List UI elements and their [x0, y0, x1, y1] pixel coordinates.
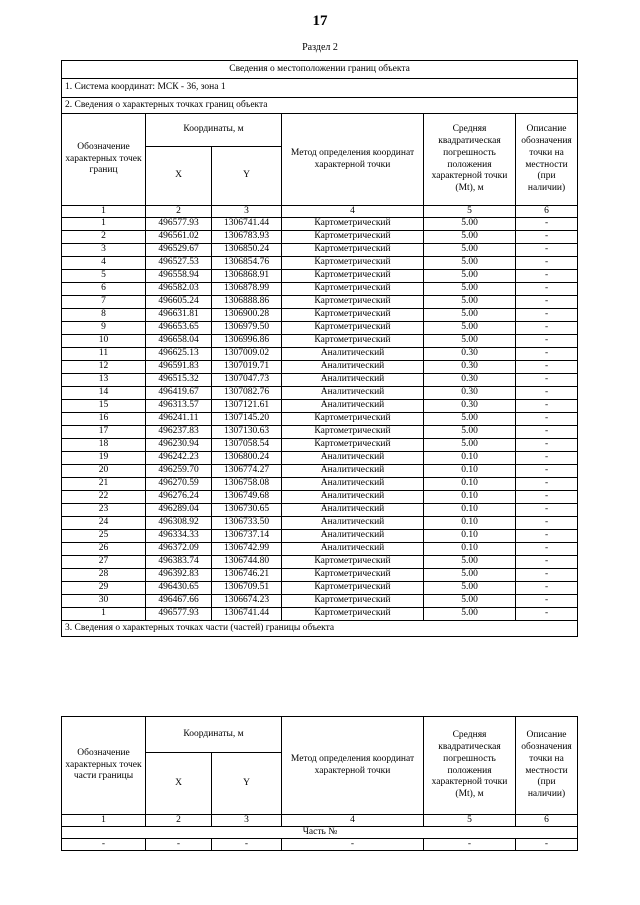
accuracy-cell: 0.10	[424, 465, 516, 478]
method-cell: Картометрический	[282, 426, 424, 439]
accuracy-cell: 0.10	[424, 504, 516, 517]
method-cell: Аналитический	[282, 543, 424, 556]
method-cell: Аналитический	[282, 387, 424, 400]
accuracy-cell: 0.10	[424, 491, 516, 504]
accuracy-cell: 5.00	[424, 283, 516, 296]
header-x: X	[146, 147, 212, 206]
accuracy-cell: 0.10	[424, 543, 516, 556]
table-title: Сведения о местоположении границ объекта	[62, 61, 578, 79]
accuracy-cell: 5.00	[424, 608, 516, 621]
y-coord-cell: 1306774.27	[212, 465, 282, 478]
header-coords: Координаты, м	[146, 114, 282, 147]
accuracy-cell: 5.00	[424, 270, 516, 283]
x-coord-cell: 496289.04	[146, 504, 212, 517]
header-description: Описание обозначения точки на местности (при наличии)	[516, 114, 578, 206]
part-label: Часть №	[62, 827, 578, 839]
x-coord-cell: 496372.09	[146, 543, 212, 556]
y-coord-cell: 1307082.76	[212, 387, 282, 400]
description-cell: -	[516, 218, 578, 231]
method-cell: Аналитический	[282, 348, 424, 361]
description-cell: -	[516, 478, 578, 491]
point-id-cell: 9	[62, 322, 146, 335]
table-row	[62, 218, 578, 231]
description-cell: -	[516, 608, 578, 621]
method-cell: Аналитический	[282, 452, 424, 465]
point-id-cell: 11	[62, 348, 146, 361]
table-row	[62, 543, 578, 556]
accuracy-cell: 0.30	[424, 400, 516, 413]
y-coord-cell: 1307009.02	[212, 348, 282, 361]
point-id-cell: 8	[62, 309, 146, 322]
table-row	[62, 283, 578, 296]
point-id-cell: 17	[62, 426, 146, 439]
description-cell: -	[516, 400, 578, 413]
table-row	[62, 231, 578, 244]
header-accuracy: Средняя квадратическая погрешность положения характерной точки (Mt), м	[424, 114, 516, 206]
description-cell: -	[516, 530, 578, 543]
x-coord-cell: 496383.74	[146, 556, 212, 569]
header-point: Обозначение характерных точек границ	[62, 114, 146, 206]
y-coord-cell: 1306900.28	[212, 309, 282, 322]
section-label: Раздел 2	[302, 42, 338, 53]
table-row	[62, 608, 578, 621]
table-row	[62, 257, 578, 270]
table-row	[62, 465, 578, 478]
table-row	[62, 504, 578, 517]
point-id-cell: 25	[62, 530, 146, 543]
description-cell: -	[516, 413, 578, 426]
table-row	[62, 426, 578, 439]
x-coord-cell: 496527.53	[146, 257, 212, 270]
y-coord-cell: 1307058.54	[212, 439, 282, 452]
accuracy-cell: 5.00	[424, 582, 516, 595]
point-id-cell: 27	[62, 556, 146, 569]
table-row	[62, 517, 578, 530]
x-coord-cell: 496561.02	[146, 231, 212, 244]
x-coord-cell: 496658.04	[146, 335, 212, 348]
x-coord-cell: 496392.83	[146, 569, 212, 582]
accuracy-cell: 5.00	[424, 257, 516, 270]
point-id-cell: 1	[62, 608, 146, 621]
x-coord-cell: 496419.67	[146, 387, 212, 400]
y-coord-cell: 1306979.50	[212, 322, 282, 335]
description-cell: -	[516, 348, 578, 361]
description-cell: -	[516, 465, 578, 478]
method-cell: Картометрический	[282, 309, 424, 322]
x-coord-cell: 496577.93	[146, 608, 212, 621]
accuracy-cell: 0.10	[424, 530, 516, 543]
x-coord-cell: 496237.83	[146, 426, 212, 439]
table-row	[62, 556, 578, 569]
accuracy-cell: 0.30	[424, 374, 516, 387]
part-points-table	[61, 716, 578, 851]
accuracy-cell: 5.00	[424, 244, 516, 257]
section-2-title: 2. Сведения о характерных точках границ объекта	[62, 98, 578, 114]
col-number: 5	[424, 206, 516, 218]
point-id-cell: 4	[62, 257, 146, 270]
method-cell: Картометрический	[282, 231, 424, 244]
point-id-cell: 22	[62, 491, 146, 504]
coordinate-system-line: 1. Система координат: МСК - 36, зона 1	[62, 79, 578, 98]
x-coord-cell: 496259.70	[146, 465, 212, 478]
x-coord-cell: 496242.23	[146, 452, 212, 465]
description-cell: -	[516, 556, 578, 569]
y-coord-cell: 1306878.99	[212, 283, 282, 296]
point-id-cell: 3	[62, 244, 146, 257]
point-id-cell: 14	[62, 387, 146, 400]
col-number: 1	[62, 815, 146, 827]
column-numbers-row-3	[62, 815, 578, 827]
table-row	[62, 569, 578, 582]
point-id-cell: 10	[62, 335, 146, 348]
table-row	[62, 387, 578, 400]
col-number: 2	[146, 206, 212, 218]
y-coord-cell: 1306996.86	[212, 335, 282, 348]
table-row	[62, 413, 578, 426]
method-cell: Аналитический	[282, 478, 424, 491]
table-row	[62, 270, 578, 283]
x-coord-cell: 496577.93	[146, 218, 212, 231]
header3-accuracy: Средняя квадратическая погрешность положения характерной точки (Mt), м	[424, 717, 516, 815]
description-cell: -	[516, 361, 578, 374]
col-number: 6	[516, 815, 578, 827]
method-cell: Картометрический	[282, 595, 424, 608]
y-coord-cell: 1307121.61	[212, 400, 282, 413]
table-row	[62, 530, 578, 543]
description-cell: -	[516, 322, 578, 335]
description-cell: -	[516, 270, 578, 283]
y-coord-cell: 1306733.50	[212, 517, 282, 530]
point-id-cell: 5	[62, 270, 146, 283]
x-coord-cell: 496467.66	[146, 595, 212, 608]
point-id-cell: 12	[62, 361, 146, 374]
y-coord-cell: 1307019.71	[212, 361, 282, 374]
header3-point: Обозначение характерных точек части границы	[62, 717, 146, 815]
point-id-cell: 28	[62, 569, 146, 582]
y-coord-cell: 1306888.86	[212, 296, 282, 309]
part-cell: -	[212, 839, 282, 851]
description-cell: -	[516, 387, 578, 400]
x-coord-cell: 496270.59	[146, 478, 212, 491]
table-row	[62, 582, 578, 595]
description-cell: -	[516, 296, 578, 309]
y-coord-cell: 1306758.08	[212, 478, 282, 491]
point-id-cell: 13	[62, 374, 146, 387]
column-numbers-row	[62, 206, 578, 218]
x-coord-cell: 496515.32	[146, 374, 212, 387]
description-cell: -	[516, 543, 578, 556]
y-coord-cell: 1306850.24	[212, 244, 282, 257]
accuracy-cell: 0.30	[424, 348, 516, 361]
y-coord-cell: 1306737.14	[212, 530, 282, 543]
method-cell: Аналитический	[282, 400, 424, 413]
method-cell: Аналитический	[282, 504, 424, 517]
x-coord-cell: 496591.83	[146, 361, 212, 374]
description-cell: -	[516, 309, 578, 322]
table-row	[62, 491, 578, 504]
accuracy-cell: 0.30	[424, 387, 516, 400]
x-coord-cell: 496276.24	[146, 491, 212, 504]
accuracy-cell: 5.00	[424, 426, 516, 439]
description-cell: -	[516, 231, 578, 244]
method-cell: Картометрический	[282, 322, 424, 335]
method-cell: Картометрический	[282, 244, 424, 257]
part-cell: -	[282, 839, 424, 851]
method-cell: Аналитический	[282, 530, 424, 543]
accuracy-cell: 0.10	[424, 517, 516, 530]
table-row	[62, 361, 578, 374]
accuracy-cell: 5.00	[424, 309, 516, 322]
description-cell: -	[516, 595, 578, 608]
y-coord-cell: 1306800.24	[212, 452, 282, 465]
description-cell: -	[516, 335, 578, 348]
header3-y: Y	[212, 753, 282, 815]
method-cell: Картометрический	[282, 270, 424, 283]
col-number: 3	[212, 815, 282, 827]
y-coord-cell: 1306741.44	[212, 608, 282, 621]
method-cell: Картометрический	[282, 257, 424, 270]
x-coord-cell: 496558.94	[146, 270, 212, 283]
description-cell: -	[516, 426, 578, 439]
point-id-cell: 19	[62, 452, 146, 465]
accuracy-cell: 5.00	[424, 569, 516, 582]
y-coord-cell: 1306741.44	[212, 218, 282, 231]
col-number: 5	[424, 815, 516, 827]
method-cell: Картометрический	[282, 283, 424, 296]
method-cell: Аналитический	[282, 517, 424, 530]
table-row	[62, 478, 578, 491]
method-cell: Аналитический	[282, 465, 424, 478]
accuracy-cell: 5.00	[424, 231, 516, 244]
x-coord-cell: 496605.24	[146, 296, 212, 309]
header3-coords: Координаты, м	[146, 717, 282, 753]
point-id-cell: 1	[62, 218, 146, 231]
accuracy-cell: 5.00	[424, 439, 516, 452]
part-row	[62, 839, 578, 851]
x-coord-cell: 496582.03	[146, 283, 212, 296]
description-cell: -	[516, 517, 578, 530]
x-coord-cell: 496625.13	[146, 348, 212, 361]
header-y: Y	[212, 147, 282, 206]
x-coord-cell: 496334.33	[146, 530, 212, 543]
method-cell: Аналитический	[282, 491, 424, 504]
method-cell: Картометрический	[282, 413, 424, 426]
boundary-points-table	[61, 60, 578, 637]
point-id-cell: 15	[62, 400, 146, 413]
point-id-cell: 6	[62, 283, 146, 296]
accuracy-cell: 5.00	[424, 322, 516, 335]
description-cell: -	[516, 582, 578, 595]
x-coord-cell: 496653.65	[146, 322, 212, 335]
description-cell: -	[516, 283, 578, 296]
part-cell: -	[424, 839, 516, 851]
accuracy-cell: 5.00	[424, 556, 516, 569]
method-cell: Аналитический	[282, 374, 424, 387]
method-cell: Картометрический	[282, 582, 424, 595]
table-row	[62, 348, 578, 361]
point-rows	[62, 218, 578, 621]
method-cell: Картометрический	[282, 569, 424, 582]
table-row	[62, 400, 578, 413]
y-coord-cell: 1306783.93	[212, 231, 282, 244]
table-row	[62, 322, 578, 335]
table-row	[62, 244, 578, 257]
y-coord-cell: 1306746.21	[212, 569, 282, 582]
accuracy-cell: 0.10	[424, 452, 516, 465]
x-coord-cell: 496308.92	[146, 517, 212, 530]
table-row	[62, 296, 578, 309]
x-coord-cell: 496529.67	[146, 244, 212, 257]
y-coord-cell: 1307047.73	[212, 374, 282, 387]
accuracy-cell: 5.00	[424, 296, 516, 309]
description-cell: -	[516, 257, 578, 270]
x-coord-cell: 496631.81	[146, 309, 212, 322]
y-coord-cell: 1307145.20	[212, 413, 282, 426]
header-method: Метод определения координат характерной точки	[282, 114, 424, 206]
point-id-cell: 24	[62, 517, 146, 530]
description-cell: -	[516, 452, 578, 465]
table-row	[62, 595, 578, 608]
description-cell: -	[516, 504, 578, 517]
point-id-cell: 29	[62, 582, 146, 595]
table-row	[62, 309, 578, 322]
table-row	[62, 335, 578, 348]
col-number: 4	[282, 206, 424, 218]
method-cell: Картометрический	[282, 608, 424, 621]
col-number: 3	[212, 206, 282, 218]
y-coord-cell: 1306742.99	[212, 543, 282, 556]
method-cell: Картометрический	[282, 218, 424, 231]
description-cell: -	[516, 439, 578, 452]
y-coord-cell: 1306749.68	[212, 491, 282, 504]
y-coord-cell: 1306674.23	[212, 595, 282, 608]
x-coord-cell: 496230.94	[146, 439, 212, 452]
part-cell: -	[62, 839, 146, 851]
table-row	[62, 374, 578, 387]
method-cell: Аналитический	[282, 361, 424, 374]
x-coord-cell: 496430.65	[146, 582, 212, 595]
point-id-cell: 18	[62, 439, 146, 452]
section-3-title: 3. Сведения о характерных точках части (частей) границы объекта	[62, 621, 578, 637]
accuracy-cell: 5.00	[424, 595, 516, 608]
point-id-cell: 20	[62, 465, 146, 478]
point-id-cell: 21	[62, 478, 146, 491]
description-cell: -	[516, 491, 578, 504]
col-number: 2	[146, 815, 212, 827]
y-coord-cell: 1306730.65	[212, 504, 282, 517]
point-id-cell: 2	[62, 231, 146, 244]
page-number: 17	[312, 13, 328, 29]
point-id-cell: 7	[62, 296, 146, 309]
accuracy-cell: 5.00	[424, 218, 516, 231]
x-coord-cell: 496313.57	[146, 400, 212, 413]
x-coord-cell: 496241.11	[146, 413, 212, 426]
y-coord-cell: 1306854.76	[212, 257, 282, 270]
description-cell: -	[516, 244, 578, 257]
y-coord-cell: 1306709.51	[212, 582, 282, 595]
point-id-cell: 23	[62, 504, 146, 517]
header3-description: Описание обозначения точки на местности (при наличии)	[516, 717, 578, 815]
description-cell: -	[516, 569, 578, 582]
description-cell: -	[516, 374, 578, 387]
col-number: 1	[62, 206, 146, 218]
header3-method: Метод определения координат характерной точки	[282, 717, 424, 815]
y-coord-cell: 1306744.80	[212, 556, 282, 569]
method-cell: Картометрический	[282, 296, 424, 309]
point-id-cell: 26	[62, 543, 146, 556]
method-cell: Картометрический	[282, 439, 424, 452]
method-cell: Картометрический	[282, 556, 424, 569]
accuracy-cell: 0.10	[424, 478, 516, 491]
accuracy-cell: 5.00	[424, 335, 516, 348]
point-id-cell: 30	[62, 595, 146, 608]
accuracy-cell: 5.00	[424, 413, 516, 426]
y-coord-cell: 1306868.91	[212, 270, 282, 283]
point-id-cell: 16	[62, 413, 146, 426]
table-row	[62, 452, 578, 465]
method-cell: Картометрический	[282, 335, 424, 348]
col-number: 4	[282, 815, 424, 827]
accuracy-cell: 0.30	[424, 361, 516, 374]
y-coord-cell: 1307130.63	[212, 426, 282, 439]
table-row	[62, 439, 578, 452]
col-number: 6	[516, 206, 578, 218]
header3-x: X	[146, 753, 212, 815]
part-cell: -	[146, 839, 212, 851]
part-cell: -	[516, 839, 578, 851]
